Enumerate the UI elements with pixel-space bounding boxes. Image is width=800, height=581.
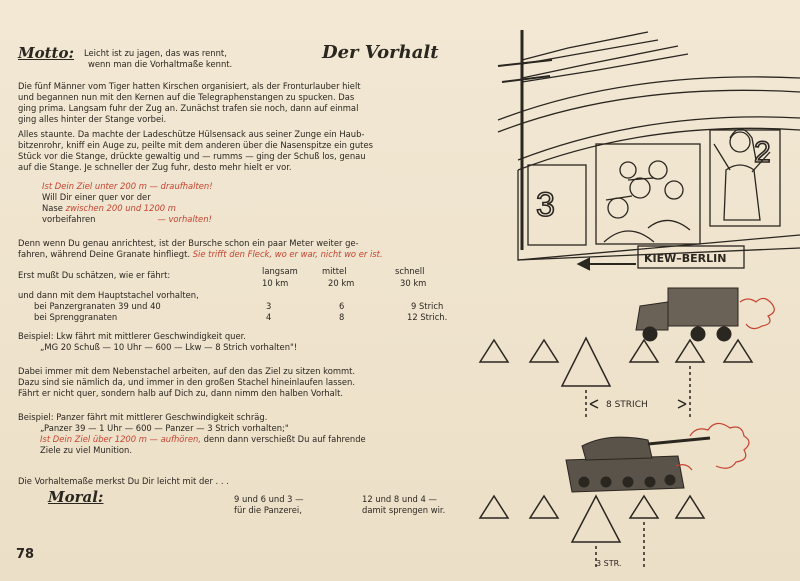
verse-block [42, 181, 497, 225]
row1-v2: 6 [339, 301, 345, 311]
text-line: bitzenrohr, kniff ein Auge zu, peilte mit dem anderen über die Nasenspitze ein gutes [18, 140, 373, 150]
text-line: Dabei immer mit dem Nebenstachel arbeiten, auf den das Ziel zu sitzen kommt. [18, 366, 356, 376]
text-line: auf die Stange. Je schneller der Zug fuhr, desto mehr hielt er vor. [18, 162, 292, 172]
text-line: Denn wenn Du genau anrichtest, ist der Bursche schon ein paar Meter weiter ge- [18, 238, 359, 248]
table-intro: Erst mußt Du schätzen, wie er fährt: [18, 270, 171, 280]
motto-text [84, 48, 232, 70]
paragraph-story [18, 129, 473, 173]
row2-label: bei Sprenggranaten [34, 312, 118, 322]
text-line: Ziele zu viel Munition. [40, 445, 133, 455]
paragraph-aim [18, 238, 473, 260]
table-head-fast: schnell [395, 266, 425, 276]
text-line-red: Sie trifft den Fleck, wo er war, nicht wo er ist. [192, 249, 383, 259]
sight-marks-tank [480, 496, 704, 570]
motto-line: wenn man die Vorhaltmaße kennt. [88, 59, 233, 69]
row2-v3: 12 Strich. [407, 312, 448, 322]
row1-v3: 9 Strich [411, 301, 444, 311]
text-line: Alles staunte. Da machte der Ladeschütze Hülsensack aus seiner Zunge ein Haub- [18, 129, 365, 139]
text-line: denn dann verschießt Du auf fahrende [201, 434, 366, 444]
text-line: „Panzer 39 — 1 Uhr — 600 — Panzer — 3 Strich vorhalten;" [40, 423, 289, 433]
row1-label: bei Panzergranaten 39 und 40 [34, 301, 161, 311]
page-number: 78 [16, 547, 35, 562]
tank-icon [566, 437, 710, 492]
strich-8-label: 8 STRICH [606, 400, 648, 410]
final-line: Die Vorhaltemaße merkst Du Dir leicht mit der . . . [18, 476, 229, 486]
destination-sign: KIEW–BERLIN [644, 252, 727, 265]
text-line: Beispiel: Panzer fährt mit mittlerer Geschwindigkeit schräg. [18, 412, 268, 422]
example-truck [18, 331, 473, 353]
example-tank [18, 412, 473, 456]
text-line: Die fünf Männer vom Tiger hatten Kirschen organisiert, als der Fronturlauber hielt [18, 81, 361, 91]
motto-label: Motto: [18, 44, 75, 62]
text-line: Dazu sind sie nämlich da, und immer in den großen Stachel hineinlaufen lassen. [18, 377, 356, 387]
verse-line-red: Ist Dein Ziel unter 200 m — draufhalten! [42, 181, 213, 191]
speed-slow: 10 km [262, 278, 289, 288]
text-line: Stück vor die Stange, drückte gewaltig und — rumms — ging der Schuß los, genau [18, 151, 366, 161]
speed-mid: 20 km [328, 278, 355, 288]
text-line: fahren, während Deine Granate hinfliegt. [18, 249, 193, 259]
strich-3-label: 3 STR. [596, 559, 622, 568]
row2-v1: 4 [266, 312, 272, 322]
verse-text: vorbeifahren [42, 214, 96, 224]
verse-text: Nase [42, 203, 66, 213]
text-line: Fährt er nicht quer, sondern halb auf Dich zu, dann nimm den halben Vorhalt. [18, 388, 344, 398]
car-number-3: 3 [536, 186, 555, 224]
page-title: Der Vorhalt [322, 42, 439, 63]
text-line: Beispiel: Lkw fährt mit mittlerer Geschwindigkeit quer. [18, 331, 246, 341]
moral-col1-l2: für die Panzerei, [234, 505, 302, 515]
row2-v2: 8 [339, 312, 345, 322]
text-line: und begannen nun mit den Kernen auf die Telegraphenstangen zu spucken. Das [18, 92, 355, 102]
table-head-slow: langsam [262, 266, 298, 276]
text-line: „MG 20 Schuß — 10 Uhr — 600 — Lkw — 8 Strich vorhalten"! [40, 342, 298, 352]
table-then: und dann mit dem Hauptstachel vorhalten, [18, 290, 199, 300]
moral-col1-l1: 9 und 6 und 3 — [234, 494, 304, 504]
verse-text-red: zwischen 200 und 1200 m [65, 203, 176, 213]
text-line: ging alles hinter der Stange vorbei. [18, 114, 167, 124]
car-number-2: 2 [754, 136, 771, 169]
row1-v1: 3 [266, 301, 272, 311]
moral-label: Moral: [48, 488, 104, 506]
train-tank-illustration [478, 20, 800, 581]
truck-icon [636, 288, 738, 341]
verse-text-red: — vorhalten! [157, 214, 212, 224]
paragraph-sight [18, 366, 473, 399]
verse-line: Will Dir einer quer vor der [42, 192, 151, 202]
text-line: ging prima. Langsam fuhr der Zug an. Zunächst trafen sie noch, dann auf einmal [18, 103, 359, 113]
paragraph-intro [18, 81, 473, 125]
table-head-mid: mittel [322, 266, 347, 276]
motto-line: Leicht ist zu jagen, das was rennt, [84, 48, 227, 58]
moral-col2-l2: damit sprengen wir. [362, 505, 446, 515]
moral-col2-l1: 12 und 8 und 4 — [362, 494, 437, 504]
speed-fast: 30 km [400, 278, 427, 288]
text-line-red: Ist Dein Ziel über 1200 m — aufhören, [40, 434, 201, 444]
